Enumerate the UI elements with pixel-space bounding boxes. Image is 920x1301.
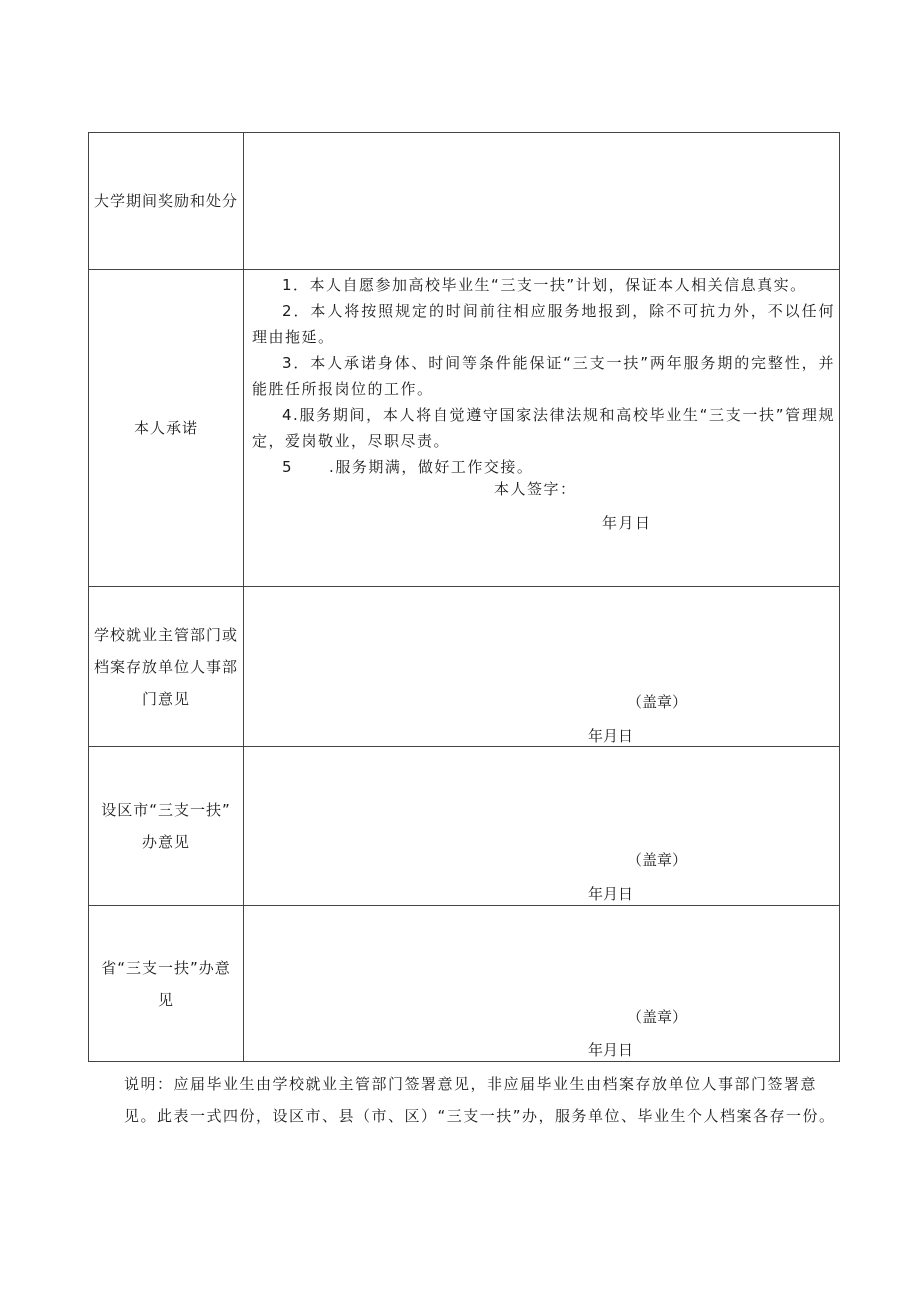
pledge-content [244,270,840,587]
signature-label: 本人签字： [494,480,577,498]
city-label: 设区市“三支一扶” 办意见 [89,747,244,906]
school-date: 年月日 [588,727,634,745]
awards-row [89,133,840,270]
school-row [89,587,840,747]
application-form-table [88,132,840,1062]
pledge-item-1: 1．本人自愿参加高校毕业生“三支一扶”计划，保证本人相关信息真实。 [282,276,807,294]
awards-label: 大学期间奖励和处分 [89,133,244,270]
city-opinion-field[interactable] [244,747,840,906]
city-stamp: （盖章） [627,851,688,869]
footnote-text: 说明：应届毕业生由学校就业主管部门签署意见，非应届毕业生由档案存放单位人事部门签署意见。此表一式四份，设区市、县（市、区）“三支一扶”办，服务单位、毕业生个人档案各存一份。 [124,1075,836,1125]
pledge-item-5: 5 .服务期满，做好工作交接。 [282,458,534,476]
pledge-item-2: 2．本人将按照规定的时间前往相应服务地报到，除不可抗力外，不以任何理由拖延。 [252,302,835,346]
province-date: 年月日 [588,1041,634,1059]
pledge-label: 本人承诺 [89,270,244,587]
footnote [124,1068,840,1132]
province-row [89,906,840,1062]
awards-content-field[interactable] [244,133,840,270]
city-row [89,747,840,906]
pledge-item-4: 4.服务期间，本人将自觉遵守国家法律法规和高校毕业生“三支一扶”管理规定，爱岗敬业，尽职尽责。 [252,406,835,450]
pledge-item-3: 3．本人承诺身体、时间等条件能保证“三支一扶”两年服务期的完整性，并能胜任所报岗位的工作。 [252,354,835,398]
province-stamp: （盖章） [627,1008,688,1026]
pledge-row [89,270,840,587]
school-opinion-field[interactable] [244,587,840,747]
city-date: 年月日 [588,885,634,903]
pledge-date: 年月日 [602,514,652,532]
school-stamp: （盖章） [627,693,688,711]
school-label: 学校就业主管部门或 档案存放单位人事部 门意见 [89,587,244,747]
province-opinion-field[interactable] [244,906,840,1062]
province-label: 省“三支一扶”办意 见 [89,906,244,1062]
